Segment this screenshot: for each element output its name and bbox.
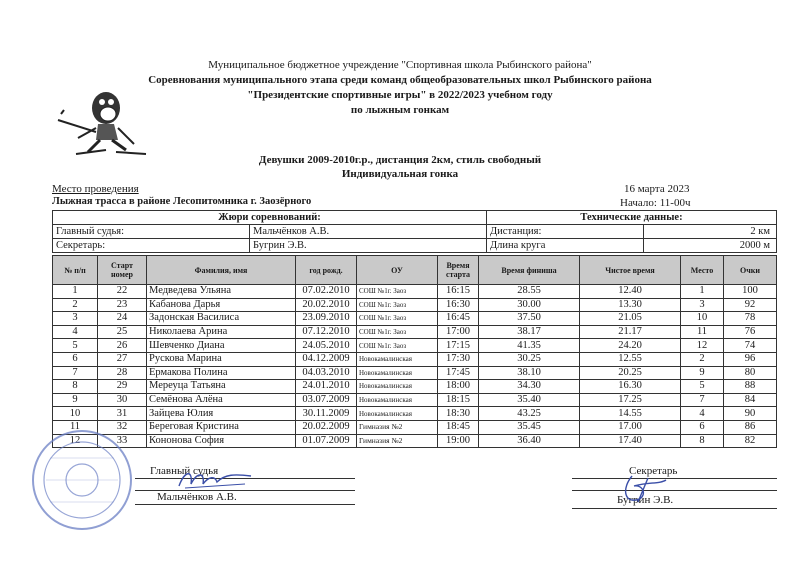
cell-bib: 28 (98, 366, 147, 380)
cell-bib: 33 (98, 434, 147, 448)
cell-points: 100 (724, 285, 777, 299)
tech-header: Технические данные: (487, 211, 777, 225)
cell-birth: 07.02.2010 (296, 285, 357, 299)
cell-start-time: 16:15 (438, 285, 479, 299)
divider (572, 478, 777, 479)
cell-name: Рускова Марина (147, 352, 296, 366)
cell-finish-time: 36.40 (479, 434, 580, 448)
cell-net-time: 21.05 (580, 312, 681, 326)
cell-number: 3 (53, 312, 98, 326)
cell-bib: 23 (98, 298, 147, 312)
cell-name: Шевченко Диана (147, 339, 296, 353)
cell-school: Новокамалинская (357, 366, 438, 380)
distance-value: 2 км (644, 225, 777, 239)
cell-net-time: 21.17 (580, 325, 681, 339)
cell-number: 4 (53, 325, 98, 339)
cell-start-time: 18:45 (438, 420, 479, 434)
table-row (53, 352, 777, 366)
table-row (53, 393, 777, 407)
cell-number: 8 (53, 380, 98, 394)
cell-number: 1 (53, 285, 98, 299)
table-row (53, 380, 777, 394)
divider (572, 490, 777, 491)
cell-birth: 04.03.2010 (296, 366, 357, 380)
table-row (53, 366, 777, 380)
col-place: Место (681, 256, 724, 285)
table-row (53, 312, 777, 326)
cell-school: Новокамалинская (357, 407, 438, 421)
cell-place: 2 (681, 352, 724, 366)
cell-start-time: 17:00 (438, 325, 479, 339)
cell-start-time: 16:45 (438, 312, 479, 326)
cell-finish-time: 34.30 (479, 380, 580, 394)
cell-net-time: 17.40 (580, 434, 681, 448)
cell-place: 12 (681, 339, 724, 353)
cell-points: 90 (724, 407, 777, 421)
cell-bib: 24 (98, 312, 147, 326)
org-name: Муниципальное бюджетное учреждение "Спортивная школа Рыбинского района" (208, 59, 592, 71)
cell-points: 76 (724, 325, 777, 339)
cell-net-time: 14.55 (580, 407, 681, 421)
cell-birth: 04.12.2009 (296, 352, 357, 366)
table-row (53, 407, 777, 421)
cell-net-time: 12.40 (580, 285, 681, 299)
cell-place: 9 (681, 366, 724, 380)
cell-start-time: 17:30 (438, 352, 479, 366)
cell-number: 6 (53, 352, 98, 366)
cell-bib: 31 (98, 407, 147, 421)
cell-points: 86 (724, 420, 777, 434)
secretary-label: Секретарь: (53, 239, 250, 253)
cell-school: Новокамалинская (357, 352, 438, 366)
chief-judge-name: Мальчёнков А.В. (250, 225, 487, 239)
info-table (52, 210, 777, 253)
table-row (53, 285, 777, 299)
col-points: Очки (724, 256, 777, 285)
cell-net-time: 20.25 (580, 366, 681, 380)
race-start-time: Начало: 11-00ч (620, 197, 691, 209)
cell-points: 78 (724, 312, 777, 326)
cell-name: Береговая Кристина (147, 420, 296, 434)
cell-place: 4 (681, 407, 724, 421)
cell-finish-time: 43.25 (479, 407, 580, 421)
cell-school: СОШ №1г. Заоз (357, 339, 438, 353)
chief-judge-signature-icon (175, 466, 255, 492)
jury-header: Жюри соревнований: (53, 211, 487, 225)
cell-birth: 23.09.2010 (296, 312, 357, 326)
cell-name: Мереуца Татьяна (147, 380, 296, 394)
cell-finish-time: 30.00 (479, 298, 580, 312)
cell-number: 5 (53, 339, 98, 353)
results-table (52, 255, 777, 448)
table-row (53, 325, 777, 339)
cell-number: 9 (53, 393, 98, 407)
cell-bib: 22 (98, 285, 147, 299)
cell-school: Новокамалинская (357, 380, 438, 394)
cell-start-time: 16:30 (438, 298, 479, 312)
cell-number: 7 (53, 366, 98, 380)
col-school: ОУ (357, 256, 438, 285)
race-title: Девушки 2009-2010г.р., дистанция 2км, стиль свободный (258, 154, 542, 166)
stamp-icon (30, 428, 134, 532)
cell-points: 96 (724, 352, 777, 366)
cell-name: Кононова София (147, 434, 296, 448)
competition-title: Соревнования муниципального этапа среди команд общеобразовательных школ Рыбинского района (148, 74, 652, 86)
race-date: 16 марта 2023 (624, 183, 690, 195)
cell-start-time: 17:15 (438, 339, 479, 353)
race-type: Индивидуальная гонка (341, 168, 459, 180)
cell-start-time: 18:30 (438, 407, 479, 421)
chief-judge-label: Главный судья: (53, 225, 250, 239)
cell-place: 6 (681, 420, 724, 434)
cell-bib: 32 (98, 420, 147, 434)
cell-birth: 20.02.2009 (296, 420, 357, 434)
cell-number: 10 (53, 407, 98, 421)
chief-judge-signature-title: Главный судья (150, 465, 219, 477)
cell-name: Ермакова Полина (147, 366, 296, 380)
cell-net-time: 13.30 (580, 298, 681, 312)
cell-school: СОШ №1г. Заоз (357, 298, 438, 312)
results-header-row (53, 256, 777, 285)
cell-points: 82 (724, 434, 777, 448)
cell-name: Семёнова Алёна (147, 393, 296, 407)
cell-birth: 24.01.2010 (296, 380, 357, 394)
cell-finish-time: 30.25 (479, 352, 580, 366)
col-bib: Старт номер (98, 256, 147, 285)
col-birth: год рожд. (296, 256, 357, 285)
cell-name: Медведева Ульяна (147, 285, 296, 299)
cell-start-time: 18:00 (438, 380, 479, 394)
cell-school: Новокамалинская (357, 393, 438, 407)
cell-finish-time: 38.17 (479, 325, 580, 339)
table-row (53, 339, 777, 353)
cell-points: 84 (724, 393, 777, 407)
cell-bib: 26 (98, 339, 147, 353)
venue-label: Место проведения (52, 183, 139, 195)
cell-birth: 20.02.2010 (296, 298, 357, 312)
secretary-signature-title: Секретарь (629, 465, 678, 477)
cell-points: 92 (724, 298, 777, 312)
cell-start-time: 18:15 (438, 393, 479, 407)
cell-net-time: 12.55 (580, 352, 681, 366)
cell-place: 5 (681, 380, 724, 394)
skier-mascot-icon (56, 80, 148, 156)
cell-net-time: 17.25 (580, 393, 681, 407)
cell-bib: 29 (98, 380, 147, 394)
table-row (53, 298, 777, 312)
cell-net-time: 17.00 (580, 420, 681, 434)
col-start-time: Время старта (438, 256, 479, 285)
cell-name: Кабанова Дарья (147, 298, 296, 312)
cell-birth: 03.07.2009 (296, 393, 357, 407)
cell-bib: 30 (98, 393, 147, 407)
cell-name: Николаева Арина (147, 325, 296, 339)
cell-school: Гимназия №2 (357, 434, 438, 448)
cell-place: 11 (681, 325, 724, 339)
cell-finish-time: 38.10 (479, 366, 580, 380)
cell-finish-time: 37.50 (479, 312, 580, 326)
secretary-name: Бугрин Э.В. (250, 239, 487, 253)
cell-points: 88 (724, 380, 777, 394)
cell-number: 12 (53, 434, 98, 448)
cell-name: Задонская Василиса (147, 312, 296, 326)
cell-bib: 25 (98, 325, 147, 339)
cell-name: Зайцева Юлия (147, 407, 296, 421)
col-number: № п/п (53, 256, 98, 285)
cell-school: СОШ №1г. Заоз (357, 325, 438, 339)
sport-name: по лыжным гонкам (350, 104, 450, 116)
col-name: Фамилия, имя (147, 256, 296, 285)
cell-birth: 01.07.2009 (296, 434, 357, 448)
cell-start-time: 19:00 (438, 434, 479, 448)
cell-bib: 27 (98, 352, 147, 366)
divider (135, 504, 355, 505)
cell-number: 11 (53, 420, 98, 434)
cell-birth: 07.12.2010 (296, 325, 357, 339)
cell-net-time: 24.20 (580, 339, 681, 353)
cell-place: 3 (681, 298, 724, 312)
cell-school: Гимназия №2 (357, 420, 438, 434)
cell-place: 10 (681, 312, 724, 326)
cell-net-time: 16.30 (580, 380, 681, 394)
chief-judge-signature-name: Мальчёнков А.В. (157, 491, 237, 503)
venue-name: Лыжная трасса в районе Лесопитомника г. Заозёрного (52, 196, 312, 207)
cell-number: 2 (53, 298, 98, 312)
table-row (53, 434, 777, 448)
cell-school: СОШ №1г. Заоз (357, 285, 438, 299)
cell-birth: 24.05.2010 (296, 339, 357, 353)
cell-finish-time: 35.40 (479, 393, 580, 407)
secretary-signature-name: Бугрин Э.В. (617, 494, 674, 506)
cell-place: 7 (681, 393, 724, 407)
cell-finish-time: 35.45 (479, 420, 580, 434)
lap-label: Длина круга (487, 239, 644, 253)
cell-points: 80 (724, 366, 777, 380)
col-net-time: Чистое время (580, 256, 681, 285)
lap-value: 2000 м (644, 239, 777, 253)
col-finish-time: Время финиша (479, 256, 580, 285)
competition-subtitle: "Президентские спортивные игры" в 2022/2023 учебном году (247, 89, 553, 101)
secretary-signature-icon (618, 472, 670, 506)
divider (572, 508, 777, 509)
cell-finish-time: 28.55 (479, 285, 580, 299)
cell-start-time: 17:45 (438, 366, 479, 380)
table-row (53, 420, 777, 434)
cell-place: 1 (681, 285, 724, 299)
cell-finish-time: 41.35 (479, 339, 580, 353)
cell-birth: 30.11.2009 (296, 407, 357, 421)
cell-place: 8 (681, 434, 724, 448)
cell-school: СОШ №1г. Заоз (357, 312, 438, 326)
distance-label: Дистанция: (487, 225, 644, 239)
cell-points: 74 (724, 339, 777, 353)
